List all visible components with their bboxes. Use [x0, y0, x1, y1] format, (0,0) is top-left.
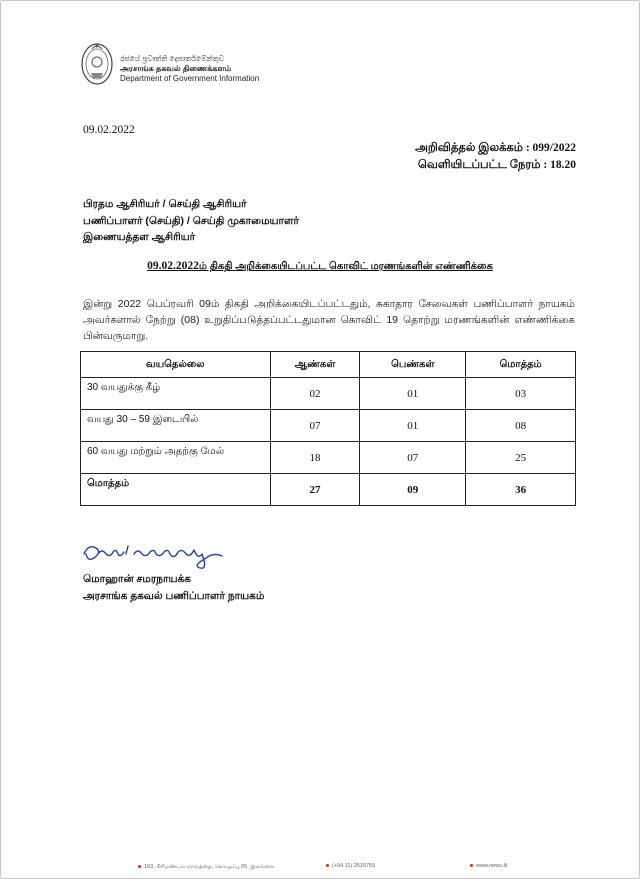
recipient-line: பிரதம ஆசிரியர் / செய்தி ஆசிரியர் [83, 198, 247, 210]
females-cell: 07 [360, 442, 466, 474]
age-range-cell: 30 வயதுக்கு கீழ் [81, 378, 271, 410]
column-header-females: பெண்கள் [360, 352, 466, 378]
title-text: ம் திகதி அறிக்கையிடப்பட்ட கொவிட் மரணங்களின் எண்ணிக்கை [198, 261, 493, 272]
column-header-males: ஆண்கள் [270, 352, 360, 378]
column-header-total: மொத்தம் [466, 352, 576, 378]
government-emblem-logo [80, 40, 114, 86]
table-row [81, 378, 576, 410]
recipients-list [83, 196, 299, 246]
footer-web-text: www.news.lk [476, 863, 508, 869]
signer-title: அரசாங்க தகவல் பணிப்பாளர் நாயகம் [83, 589, 265, 602]
title-date: 09.02.2022 [147, 260, 199, 272]
handwritten-signature [80, 540, 230, 572]
table-header-row [81, 352, 576, 378]
signer-block [83, 571, 264, 604]
females-cell: 01 [360, 378, 466, 410]
organization-name-block [120, 54, 259, 84]
age-range-cell: 60 வயது மற்றும் அதற்கு மேல் [81, 442, 271, 474]
page-footer [0, 858, 640, 879]
footer-address [138, 864, 274, 871]
table-row [81, 442, 576, 474]
recipient-line: பணிப்பாளர் (செய்தி) / செய்தி முகாமையாளர் [83, 214, 299, 227]
total-cell: 03 [466, 378, 576, 410]
globe-icon [470, 864, 473, 867]
total-cell: 08 [466, 410, 576, 442]
column-header-age-range: வயதெல்லை [81, 352, 271, 378]
notice-number-value: 099/2022 [532, 142, 576, 154]
footer-address-text: 163, கிரிமண்டல மாவத்தை, கொழும்பு 05, இலங்கை [144, 864, 274, 870]
age-range-cell: வயது 30 – 59 இடையில் [81, 410, 271, 442]
males-cell: 02 [270, 378, 360, 410]
grand-total-cell: 36 [466, 474, 576, 506]
document-title [0, 260, 640, 273]
total-label-cell: மொத்தம் [81, 474, 271, 506]
org-name-english: Department of Government Information [120, 74, 260, 83]
table-row [81, 410, 576, 442]
males-cell: 07 [270, 410, 360, 442]
location-icon [138, 865, 141, 868]
footer-web [470, 863, 507, 869]
table-total-row [81, 474, 576, 506]
total-males-cell: 27 [270, 474, 360, 506]
document-date: 09.02.2022 [83, 124, 135, 136]
release-time-value: 18.20 [550, 159, 576, 171]
total-cell: 25 [466, 442, 576, 474]
release-time-label: வெளியிடப்பட்ட நேரம் : [417, 159, 548, 171]
footer-phone [326, 863, 375, 869]
reference-block [415, 140, 576, 174]
intro-paragraph: இன்று 2022 பெப்ரவரி 09ம் திகதி அறிக்கையிடப்பட்டதும், சுகாதார சேவைகள் பணிப்பாளர் நாயகம் அவர்களால் நேற்று (08) உறுதிப்படுத்தப்பட்டதுமான கொவிட் 19 தொற்று மரணங்களின் எண்ணிக்கை பின்வருமாறு. [83, 298, 575, 342]
footer-phone-text: (+94 11) 2515759 [332, 863, 376, 869]
notice-number-label: அறிவித்தல் இலக்கம் : [415, 142, 530, 154]
phone-icon [326, 864, 329, 867]
covid-deaths-table [80, 351, 576, 506]
females-cell: 01 [360, 410, 466, 442]
org-name-sinhala: රජයේ ප්‍රවෘත්ති දෙපාර්තමේන්තුව [120, 54, 225, 63]
signer-name: மொஹான் சமரநாயக்க [83, 573, 191, 585]
org-name-tamil: அரசாங்க தகவல் திணைக்களம் [120, 64, 232, 73]
total-females-cell: 09 [360, 474, 466, 506]
males-cell: 18 [270, 442, 360, 474]
recipient-line: இணையத்தள ஆசிரியர் [83, 231, 196, 243]
